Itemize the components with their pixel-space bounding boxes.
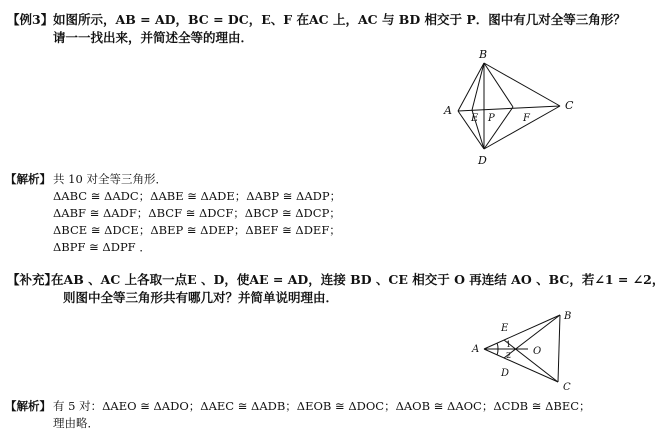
analysis-1-line: ΔBPF ≅ ΔDPF ． [53,240,151,254]
supplement-tag: 【补充】 [7,272,58,287]
supplement-question-line-1: 在AB 、AC 上各取一点E 、D，使AE = AD，连接 BD 、CE 相交于 O 再连结 AO 、BC，若∠1 = ∠2， [51,272,664,287]
triangle-label-o: O [533,346,542,357]
triangle-label-b: B [564,311,572,322]
triangle-label-d: D [501,368,510,379]
kite-label-e: E [471,113,479,124]
analysis-2-line-1: 有 5 对：ΔAEO ≅ ΔADO；ΔAEC ≅ ΔADB；ΔEOB ≅ ΔDOC；ΔAOB ≅ ΔAOC；ΔCDB ≅ ΔBEC； [53,399,591,413]
kite-label-d: D [478,154,487,167]
angle-1-label: 1 [506,340,512,349]
triangle-label-a: A [472,344,480,355]
analysis-2-tag: 【解析】 [5,399,51,413]
analysis-2-line-2: 理由略． [53,416,99,430]
kite-label-a: A [444,104,452,117]
kite-label-b: B [479,48,488,61]
kite-label-p: P [488,113,495,124]
kite-label-f: F [523,113,530,124]
example-question-line-1: 如图所示，AB = AD，BC = DC，E、F 在AC 上，AC 与 BD 相交于 P．图中有几对全等三角形？ [53,12,626,27]
analysis-1-line: ΔABC ≅ ΔADC；ΔABE ≅ ΔADE；ΔABP ≅ ΔADP； [53,189,342,203]
example-question-line-2: 请一一找出来，并简述全等的理由． [53,30,254,45]
analysis-1-intro: 共 10 对全等三角形． [53,172,167,186]
kite-label-c: C [565,99,574,112]
supplement-question-line-2: 则图中全等三角形共有哪几对？并简单说明理由． [63,290,339,305]
triangle-label-e: E [501,323,509,334]
analysis-1-line: ΔBCE ≅ ΔDCE；ΔBEP ≅ ΔDEP；ΔBEF ≅ ΔDEF； [53,223,341,237]
analysis-1-line: ΔABF ≅ ΔADF；ΔBCF ≅ ΔDCF；ΔBCP ≅ ΔDCP； [53,206,341,220]
triangle-label-c: C [563,382,571,393]
example-tag: 【例3】 [7,12,54,27]
analysis-1-tag: 【解析】 [5,172,51,186]
angle-2-label: 2 [506,351,512,360]
